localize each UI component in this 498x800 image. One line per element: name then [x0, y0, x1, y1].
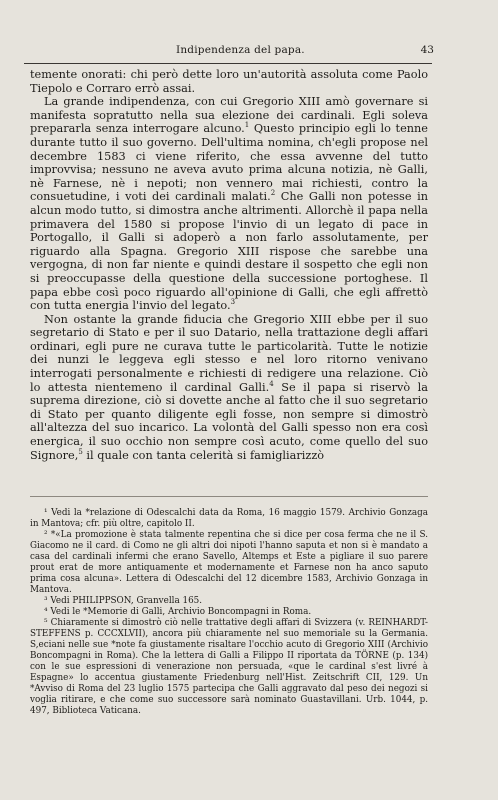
footnote-1: ¹ Vedi la *relazione di Odescalchi data da Roma, 16 maggio 1579. Archivio Gonzaga in Mantova; cfr. più oltre, capitolo II.: [30, 508, 428, 529]
footnotes: [30, 508, 428, 717]
footnote-ref-5: 5: [78, 447, 83, 456]
footnote-4: ⁴ Vedi le *Memorie di Galli, Archivio Boncompagni in Roma.: [44, 607, 312, 617]
footnote-2: ² *«La promozione è stata talmente repentina che si dice per cosa ferma che ne il S. Giacomo ne il card. di Como ne gli altri doi nipoti l'hanno saputa et non si è mandato a casa del cardinali infermi che erano Savello, Altemps et Este a pigliare il suo parere prout erat de more antiquamente et modernamente et Farnese non ha anco saputo prima cosa alcuna». Lettera di Odescalchi del 12 dicembre 1583, Archivio Gonzaga in Mantova.: [30, 530, 428, 595]
page-number: 43: [420, 44, 434, 56]
footnote-rule: [30, 496, 428, 497]
footnote-ref-2: 2: [270, 189, 276, 198]
footnote-ref-4: 4: [269, 379, 274, 388]
paragraph-3: [30, 313, 428, 463]
paragraph-1-text: temente onorati: chi però dette loro un'autorità assoluta come Paolo Tiepolo e Corraro errò assai.: [30, 68, 428, 95]
paragraph-3-text-c: il quale con tanta celerità si famigliarizzò: [86, 448, 325, 462]
paragraph-1: [30, 68, 428, 95]
header-rule: [24, 63, 432, 64]
running-title: Indipendenza del papa.: [176, 44, 305, 56]
paragraph-3-text-b: Se il papa si riservò la suprema direzione, ciò si dovette anche al fatto che il suo segretario di Stato per quanto diligente egli fosse, non sempre si dimostrò all'altezza del suo incarico. La volontà del Galli spesso non era così energica, il suo occhio non sempre così acuto, come quello del suo Signore,: [30, 380, 428, 462]
paragraph-2: [30, 95, 428, 313]
main-text: [30, 68, 428, 462]
footnote-5: ⁵ Chiaramente si dimostrò ciò nelle trattative degli affari di Svizzera (v. REINHARDT-STEFFENS p. CCCXLVII), ancora più chiaramente nel suo memoriale su la Germania. S,eciani nelle sue *note fa giustamente risaltare l'occhio acuto di Gregorio XIII (Archivio Boncompagni in Roma). Che la lettera di Galli a Filippo II riportata da TÖRNE (p. 134) con le sue espressioni di venerazione non persuada, «que le cardinal s'est livré à Espagne» lo accentua giustamente Friedenburg nell'Hist. Zeitschrift CII, 129. Un *Avviso di Roma del 23 luglio 1575 partecipa che Galli aggravato dal peso dei negozi si voglia ritirare, e che come suo successore sarà nominato Guastavillani. Urb. 1044, p. 497, Biblioteca Vaticana.: [30, 618, 428, 716]
paragraph-2-text-b: Questo principio egli lo tenne durante tutto il suo governo. Dell'ultima nomina, ch'egli propose nel decembre 1583 ci viene riferito, che essa avvenne del tutto improvvisa; nessuno ne aveva avuto prima alcuna notizia, nè Galli, nè Farnese, nè i nepoti; non vennero mai richiesti, contro la consuetudine, i voti dei cardinali malati.: [30, 122, 428, 204]
footnote-ref-3: 3: [230, 298, 236, 307]
paragraph-3-text-a: Non ostante la grande fiducia che Gregorio XIII ebbe per il suo segretario di Stato e per il suo Datario, nella trattazione degli affari ordinari, egli pure ne curava tutte le particolarità. Tutte le notizie dei nunzi le leggeva egli stesso e nel loro ritorno venivano interrogati personalmente e richiesti di redigere una relazione. Ciò lo attesta nientemeno il cardinal Galli.: [30, 312, 428, 394]
paragraph-2-text-c: Che Galli non potesse in alcun modo tutto, si dimostra anche altrimenti. Allorchè il papa nella primavera del 1580 si propose l'invio di un legato di pace in Portogallo, il Galli si adoperò a non farlo assolutamente, per riguardo alla Spagna. Gregorio XIII rispose che sarebbe una vergogna, di non far niente e quindi destare il sospetto che egli non si preoccupasse della questione della successione portoghese. Il papa ebbe così poco riguardo all'opinione di Galli, che egli affrettò con tutta energia l'invio del legato.: [30, 190, 428, 313]
footnote-ref-1: 1: [244, 121, 250, 130]
page-header: [24, 44, 434, 60]
footnote-3: ³ Vedi PHILIPPSON, Granvella 165.: [44, 596, 203, 606]
paragraph-2-text-a: La grande indipendenza, con cui Gregorio XIII amò governare si manifesta sopratutto nella sua elezione dei cardinali. Egli soleva prepararla senza interrogare alcuno.: [30, 95, 428, 136]
